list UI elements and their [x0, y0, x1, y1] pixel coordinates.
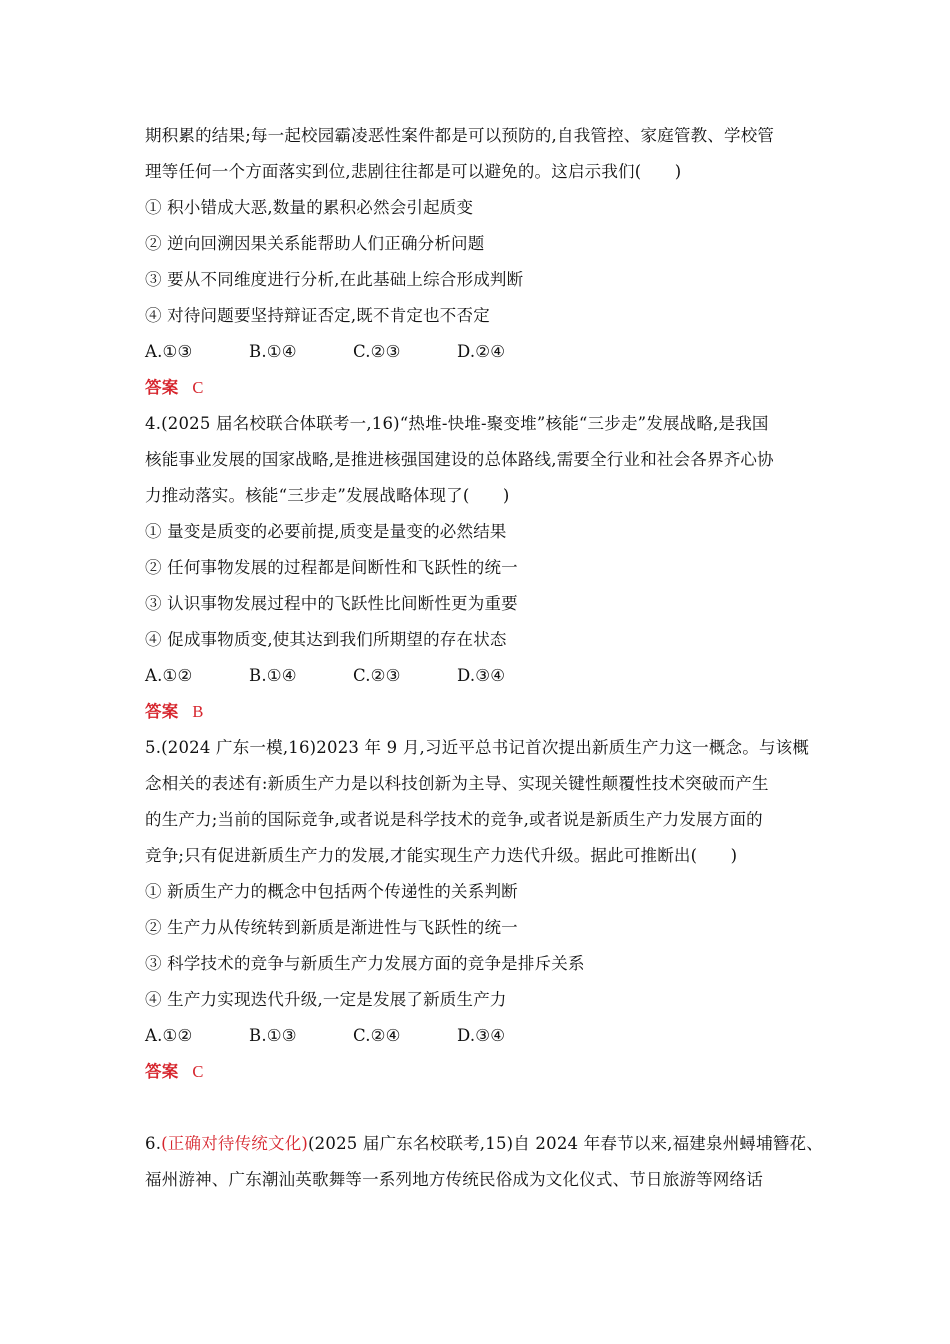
option-d: D.③④	[457, 1026, 506, 1045]
answer-label: 答案	[145, 378, 179, 397]
answer-label: 答案	[145, 1062, 179, 1081]
answer-value: B	[192, 702, 204, 721]
section-spacer	[145, 1090, 815, 1126]
question-stem-line: 理等任何一个方面落实到位,悲剧往往都是可以避免的。这启示我们( )	[145, 162, 682, 181]
answer-line	[145, 694, 815, 730]
question-stem-line: 4.(2025 届名校联合体联考一,16)“热堆-快堆-聚变堆”核能“三步走”发展战略,是我国	[145, 414, 769, 433]
option-c: C.②③	[353, 342, 401, 361]
question-6	[145, 1126, 823, 1198]
option-a: A.①③	[145, 342, 193, 361]
choice-item: ① 积小错成大恶,数量的累积必然会引起质变	[145, 198, 474, 217]
option-d: D.②④	[457, 342, 506, 361]
topic-tag: (正确对待传统文化)	[161, 1134, 309, 1153]
question-3	[145, 118, 815, 406]
option-c: C.②③	[353, 666, 401, 685]
question-stem-line: 念相关的表述有:新质生产力是以科技创新为主导、实现关键性颠覆性技术突破而产生	[145, 774, 769, 793]
question-stem-line: 福州游神、广东潮汕英歌舞等一系列地方传统民俗成为文化仪式、节日旅游等网络话	[145, 1170, 763, 1189]
choice-item: ② 生产力从传统转到新质是渐进性与飞跃性的统一	[145, 918, 518, 937]
choice-item: ② 任何事物发展的过程都是间断性和飞跃性的统一	[145, 558, 518, 577]
option-a: A.①②	[145, 1026, 193, 1045]
question-stem-line	[145, 1126, 823, 1162]
answer-options	[145, 658, 815, 694]
answer-value: C	[192, 1062, 204, 1081]
answer-options	[145, 334, 815, 370]
answer-line	[145, 1054, 815, 1090]
option-c: C.②④	[353, 1026, 401, 1045]
option-b: B.①③	[249, 1026, 297, 1045]
document-page	[145, 118, 823, 1198]
option-a: A.①②	[145, 666, 193, 685]
question-number: 6.	[145, 1134, 162, 1153]
question-stem-line: 的生产力;当前的国际竞争,或者说是科学技术的竞争,或者说是新质生产力发展方面的	[145, 810, 763, 829]
question-4	[145, 406, 815, 730]
question-stem-line: 竞争;只有促进新质生产力的发展,才能实现生产力迭代升级。据此可推断出( )	[145, 846, 738, 865]
question-stem-line: 期积累的结果;每一起校园霸凌恶性案件都是可以预防的,自我管控、家庭管教、学校管	[145, 126, 775, 145]
answer-value: C	[192, 378, 204, 397]
choice-item: ③ 认识事物发展过程中的飞跃性比间断性更为重要	[145, 594, 518, 613]
choice-item: ④ 生产力实现迭代升级,一定是发展了新质生产力	[145, 990, 507, 1009]
choice-item: ① 新质生产力的概念中包括两个传递性的关系判断	[145, 882, 518, 901]
choice-item: ④ 对待问题要坚持辩证否定,既不肯定也不否定	[145, 306, 490, 325]
choice-item: ② 逆向回溯因果关系能帮助人们正确分析问题	[145, 234, 485, 253]
answer-options	[145, 1018, 815, 1054]
option-b: B.①④	[249, 342, 297, 361]
question-stem-text: (2025 届广东名校联考,15)自 2024 年春节以来,福建泉州蟳埔簪花、	[308, 1134, 823, 1153]
option-d: D.③④	[457, 666, 506, 685]
choice-item: ③ 科学技术的竞争与新质生产力发展方面的竞争是排斥关系	[145, 954, 585, 973]
choice-item: ④ 促成事物质变,使其达到我们所期望的存在状态	[145, 630, 507, 649]
question-stem-line: 核能事业发展的国家战略,是推进核强国建设的总体路线,需要全行业和社会各界齐心协	[145, 450, 774, 469]
choice-item: ① 量变是质变的必要前提,质变是量变的必然结果	[145, 522, 507, 541]
question-stem-line: 5.(2024 广东一模,16)2023 年 9 月,习近平总书记首次提出新质生产力这一概念。与该概	[145, 738, 810, 757]
choice-item: ③ 要从不同维度进行分析,在此基础上综合形成判断	[145, 270, 524, 289]
answer-line	[145, 370, 815, 406]
option-b: B.①④	[249, 666, 297, 685]
question-stem-line: 力推动落实。核能“三步走”发展战略体现了( )	[145, 486, 510, 505]
question-5	[145, 730, 815, 1090]
answer-label: 答案	[145, 702, 179, 721]
